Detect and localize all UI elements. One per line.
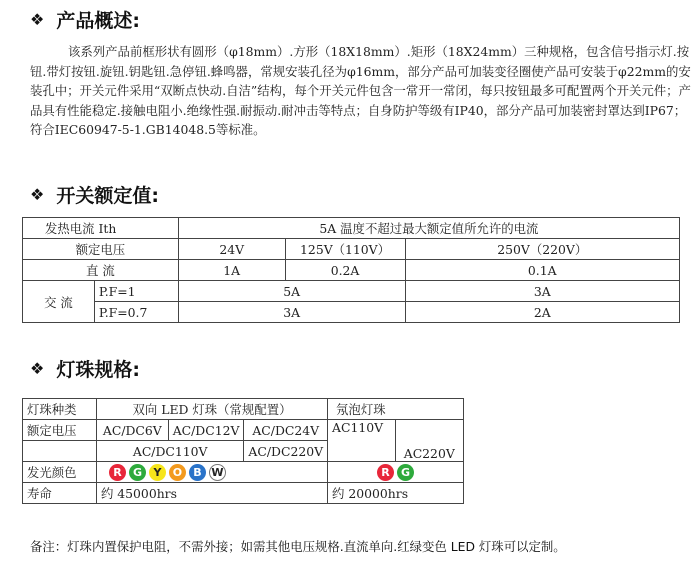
section-heading-switch-rating xyxy=(30,181,159,208)
table-cell: 额定电压 xyxy=(23,239,179,260)
table-cell: 250V（220V） xyxy=(405,239,680,260)
table-cell: 灯珠种类 xyxy=(23,399,97,420)
table-row xyxy=(23,420,464,441)
led-color-cell xyxy=(96,462,327,483)
color-dot-r-icon: R xyxy=(377,464,394,481)
led-color-dots xyxy=(109,464,226,481)
table-cell xyxy=(23,441,97,462)
table-row xyxy=(23,462,464,483)
table-cell: 0.1A xyxy=(405,260,680,281)
table-cell: 0.2A xyxy=(285,260,405,281)
table-cell: 寿命 xyxy=(23,483,97,504)
table-row xyxy=(23,399,464,420)
table-cell: P.F=1 xyxy=(94,281,178,302)
table-row xyxy=(23,260,680,281)
table-cell: 24V xyxy=(178,239,285,260)
switch-rating-table xyxy=(22,217,680,323)
section-title: 开关额定值: xyxy=(56,185,159,207)
table-cell: AC/DC24V xyxy=(244,420,328,441)
table-cell: AC220V xyxy=(395,420,463,462)
table-cell: 3A xyxy=(178,302,405,323)
color-dot-g-icon: G xyxy=(129,464,146,481)
table-cell: P.F=0.7 xyxy=(94,302,178,323)
section-heading-lamp-spec xyxy=(30,355,140,382)
table-cell: 5A 温度不超过最大额定值所允许的电流 xyxy=(178,218,679,239)
table-cell: 125V（110V） xyxy=(285,239,405,260)
table-cell: AC/DC110V xyxy=(96,441,243,462)
table-cell: 2A xyxy=(405,302,680,323)
table-cell: 交 流 xyxy=(23,281,95,323)
lamp-spec-table xyxy=(22,398,464,504)
color-dot-o-icon: O xyxy=(169,464,186,481)
table-cell: 氖泡灯珠 xyxy=(328,399,464,420)
table-row xyxy=(23,239,680,260)
table-cell: 额定电压 xyxy=(23,420,97,441)
section-title: 灯珠规格: xyxy=(56,359,140,381)
section-title: 产品概述: xyxy=(56,10,140,32)
overview-paragraph: 该系列产品前框形状有圆形（φ18mm）.方形（18X18mm）.矩形（18X24mm）三种规格，包含信号指示灯.按钮.带灯按钮.旋钮.钥匙钮.急停钮.蜂鸣器，常规安装孔径为φ16mm，部分产品可加装变径圈使产品可安装于φ22mm的安装孔中；开关元件采用“双断点快动.自洁”结构，每个开关元件包含一常开一常闭，每只按钮最多可配置两个开关元件；产品具有性能稳定.接触电阻小.绝缘性强.耐振动.耐冲击等特点；自身防护等级有IP40，部分产品可加装密封罩达到IP67；符合IEC60947-5-1.GB14048.5等标准。 xyxy=(30,44,691,137)
table-cell: 直 流 xyxy=(23,260,179,281)
table-row xyxy=(23,483,464,504)
diamond-bullet-icon: ❖ xyxy=(30,185,45,204)
table-row xyxy=(23,302,680,323)
neon-color-dots xyxy=(377,464,414,481)
table-cell: 双向 LED 灯珠（常规配置） xyxy=(96,399,327,420)
table-cell: 1A xyxy=(178,260,285,281)
footnote: 备注：灯珠内置保护电阻，不需外接；如需其他电压规格.直流单向.红绿变色 LED 灯珠可以定制。 xyxy=(30,539,566,554)
table-cell: AC/DC12V xyxy=(168,420,244,441)
color-dot-w-icon: W xyxy=(209,464,226,481)
diamond-bullet-icon: ❖ xyxy=(30,359,45,378)
neon-color-cell xyxy=(328,462,464,483)
table-cell: 发热电流 Ith xyxy=(23,218,179,239)
color-dot-r-icon: R xyxy=(109,464,126,481)
section-heading-overview xyxy=(30,6,140,33)
table-cell: AC110V xyxy=(328,420,395,462)
table-cell: 约 45000hrs xyxy=(96,483,327,504)
table-cell: 3A xyxy=(405,281,680,302)
table-cell: 发光颜色 xyxy=(23,462,97,483)
table-row xyxy=(23,281,680,302)
color-dot-g-icon: G xyxy=(397,464,414,481)
table-cell: 约 20000hrs xyxy=(328,483,464,504)
color-dot-b-icon: B xyxy=(189,464,206,481)
table-cell: AC/DC6V xyxy=(96,420,168,441)
table-cell: 5A xyxy=(178,281,405,302)
diamond-bullet-icon: ❖ xyxy=(30,10,45,29)
table-cell: AC/DC220V xyxy=(244,441,328,462)
table-row xyxy=(23,218,680,239)
color-dot-y-icon: Y xyxy=(149,464,166,481)
